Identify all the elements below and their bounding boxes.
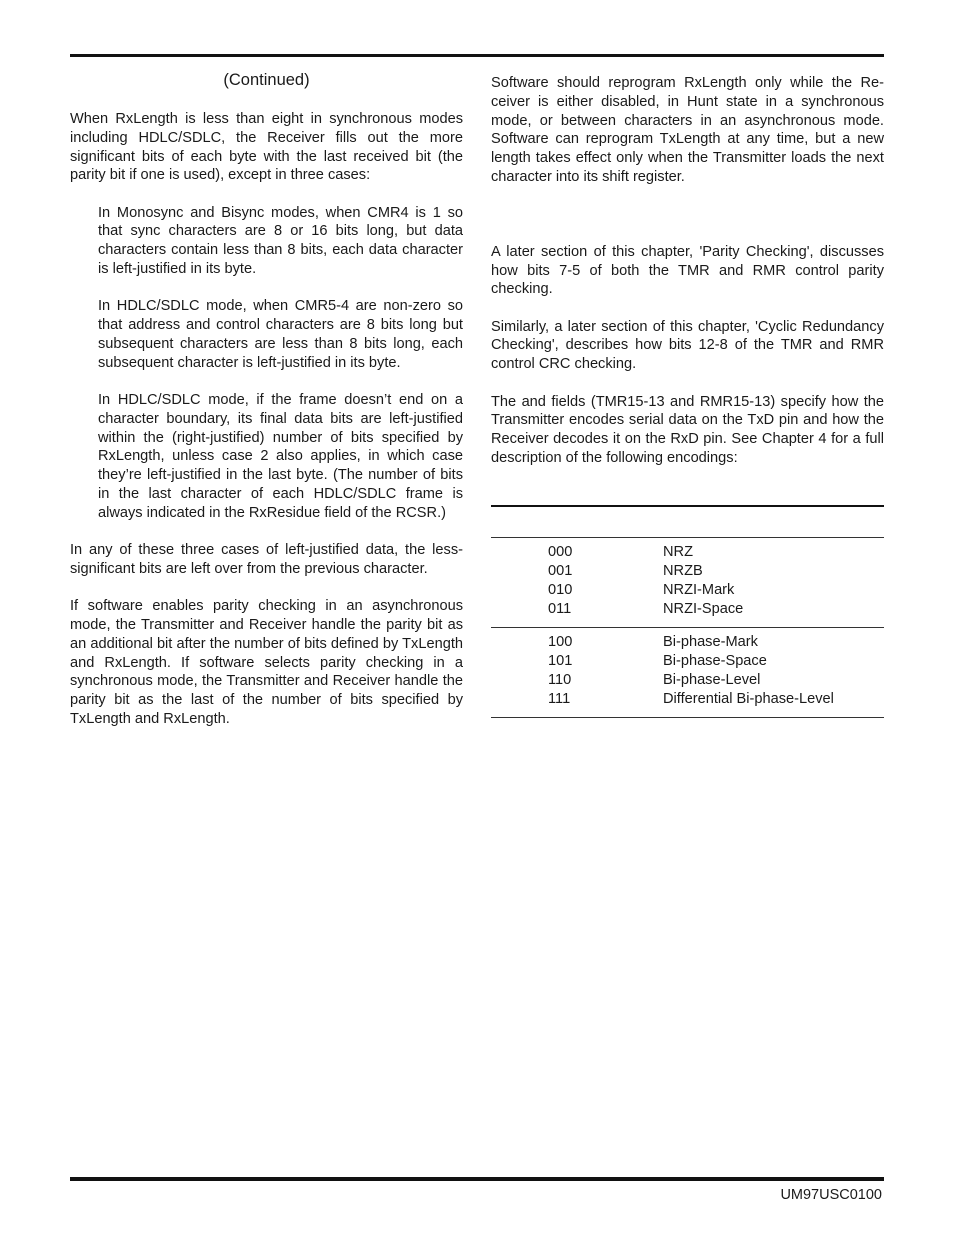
table-row — [491, 600, 884, 619]
encoding-name: Differential Bi-phase-Level — [663, 691, 834, 707]
bottom-rule — [70, 1177, 884, 1181]
encoding-name: Bi-phase-Space — [663, 653, 767, 669]
encoding-code: 010 — [548, 582, 573, 598]
encoding-group-biphase — [491, 628, 884, 717]
paragraph-rxlength-intro: When RxLength is less than eight in synchronous modes including HDLC/SDLC, the Receiver fills out the more significant bits of each byte with the last received bit (the parity bit if one is used), except in three cases: — [70, 111, 463, 184]
table-row — [491, 543, 884, 562]
paragraph-reprogram: Software should reprogram RxLength only while the Receiver is either disabled, in Hunt state in a synchronous mode, or between characters in an asynchronous mode. Software can reprogram TxLength at any time, but a new length takes effect only when the Transmitter loads the next character into its shift register. — [491, 75, 884, 185]
encoding-name: NRZB — [663, 563, 703, 579]
encoding-code: 101 — [548, 653, 573, 669]
encoding-code: 100 — [548, 634, 573, 650]
encoding-code: 001 — [548, 563, 573, 579]
case-monosync-bisync: In Monosync and Bisync modes, when CMR4 is 1 so that sync characters are 8 or 16 bits long, but data characters contain less than 8 bits, each data character is left-justified in its byte. — [98, 204, 463, 278]
document-id: UM97USC0100 — [780, 1187, 882, 1203]
table-row — [491, 671, 884, 690]
encoding-code: 110 — [548, 672, 572, 688]
encoding-name: Bi-phase-Mark — [663, 634, 758, 650]
paragraph-crc-section: Similarly, a later section of this chapter, 'Cyclic Redundancy Checking', describes how bits 12-8 of the TMR and RMR control CRC checking. — [491, 318, 884, 373]
case-hdlc-frame-end: In HDLC/SDLC mode, if the frame doesn’t end on a character boundary, its final data bits are left-justified within the (right-justified) number of bits specified by RxLength, unless case 2 also applies, in which case they’re left-justified in the last byte. (The number of bits in the last character of each HDLC/SDLC frame is always indicated in the RxResidue field of the RCSR.) — [98, 392, 463, 521]
encoding-code: 011 — [548, 601, 572, 617]
left-column — [70, 70, 463, 729]
encoding-name: NRZI-Mark — [663, 582, 735, 598]
table-row — [491, 633, 884, 652]
encoding-code: 000 — [548, 544, 573, 560]
table-row — [491, 652, 884, 671]
continued-heading: (Continued) — [223, 71, 310, 89]
paragraph-left-justified: In any of these three cases of left-justified data, the less-significant bits are left over from the previous character. — [70, 542, 463, 577]
right-column — [491, 70, 884, 468]
table-header-space — [491, 507, 884, 537]
paragraph-encoding-fields: The and fields (TMR15-13 and RMR15-13) specify how the Transmitter encodes serial data on the TxD pin and how the Receiver decodes it on the RxD pin. See Chapter 4 for a full description of the following encodings: — [491, 393, 884, 466]
encoding-name: NRZI-Space — [663, 601, 744, 617]
encoding-group-nrz — [491, 538, 884, 627]
paragraph-parity-section: A later section of this chapter, 'Parity Checking', discusses how bits 7-5 of both the TMR and RMR control parity checking. — [491, 243, 884, 298]
table-bottom-rule — [491, 717, 884, 718]
paragraph-parity: If software enables parity checking in an asynchronous mode, the Transmitter and Receiver handle the parity bit as an additional bit after the number of bits defined by TxLength and RxLength. If software selects parity checking in a synchronous mode, the Transmitter and Receiver handle the parity bit as the last of the number of bits specified by TxLength and RxLength. — [70, 598, 463, 728]
table-row — [491, 562, 884, 581]
encoding-name: NRZ — [663, 544, 693, 560]
case-hdlc-cmr: In HDLC/SDLC mode, when CMR5-4 are non-zero so that address and control characters are 8 bits long but subsequent characters are less than 8 bits long, each subsequent character is left-justified in its byte. — [98, 298, 463, 371]
encoding-table — [491, 505, 884, 718]
table-row — [491, 581, 884, 600]
top-rule — [70, 54, 884, 57]
table-row — [491, 690, 884, 709]
encoding-name: Bi-phase-Level — [663, 672, 761, 688]
encoding-code: 111 — [548, 691, 571, 707]
